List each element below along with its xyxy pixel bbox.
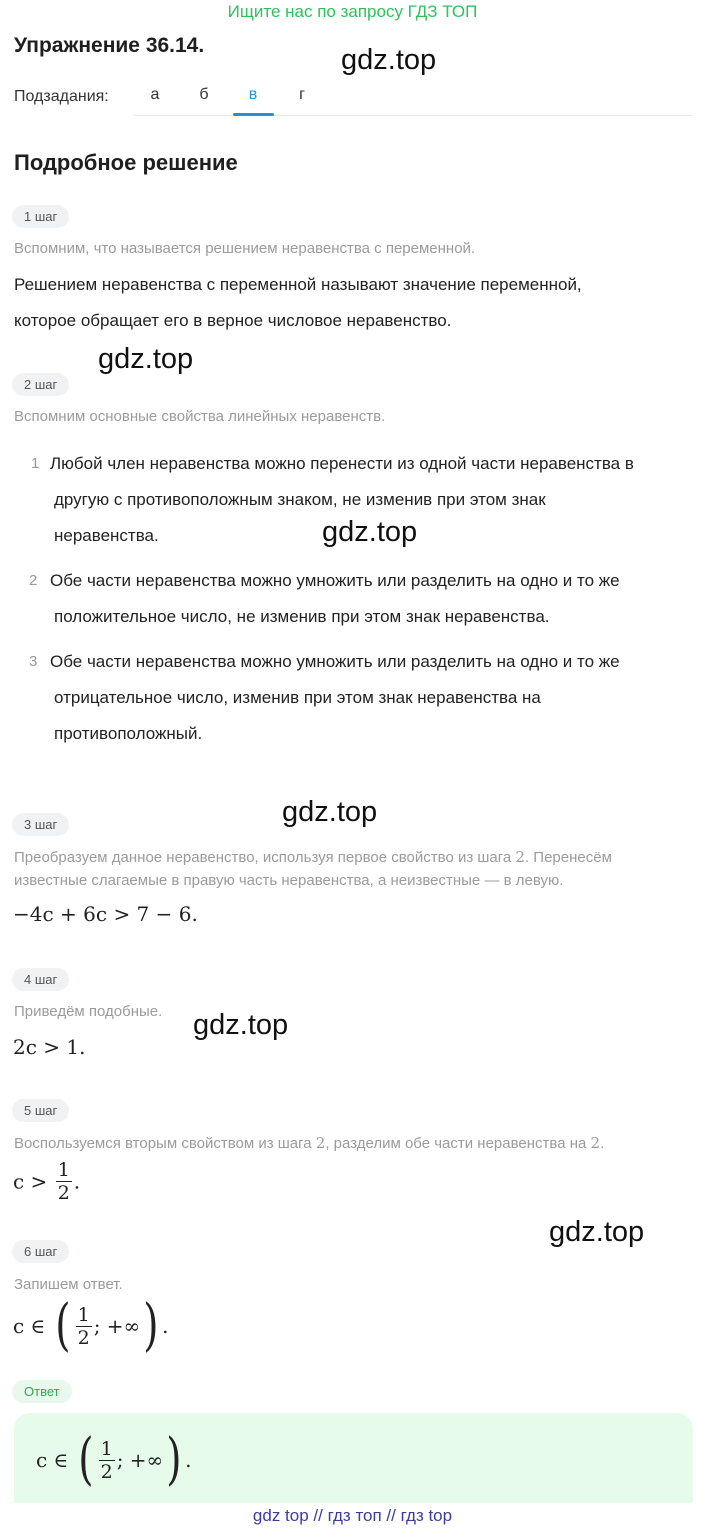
step-3-formula: −4c + 6c > 7 − 6. — [13, 902, 198, 926]
footer-links: gdz top // гдз топ // гдз top — [252, 1506, 453, 1525]
subtasks-label: Подзадания: — [14, 88, 109, 105]
watermark: gdz.top — [341, 44, 437, 76]
step-5-badge: 5 шаг — [12, 1099, 69, 1122]
tab-g[interactable]: г — [299, 86, 305, 103]
step-3-badge: 3 шаг — [12, 813, 69, 836]
step-1-text-line-1: Решением неравенства с переменной называют значение переменной, — [14, 275, 582, 294]
step-6-badge: 6 шаг — [12, 1240, 69, 1263]
tabs-divider — [134, 115, 692, 116]
step-2-hint: Вспомним основные свойства линейных неравенств. — [14, 408, 386, 425]
step-2-badge: 2 шаг — [12, 373, 69, 396]
list-item-number: 2 — [29, 572, 38, 589]
step-4-hint: Приведём подобные. — [14, 1003, 163, 1020]
tab-a[interactable]: а — [150, 86, 160, 103]
list-item-number: 3 — [29, 653, 38, 670]
step-4-formula: 2c > 1. — [13, 1035, 86, 1059]
tab-b[interactable]: б — [199, 86, 209, 103]
page-title: Упражнение 36.14. — [14, 34, 205, 57]
list-item-number: 1 — [31, 455, 40, 472]
step-5-hint: Воспользуемся вторым свойством из шага 2, разделим обе части неравенства на 2. — [14, 1134, 605, 1152]
list-line: противоположный. — [54, 724, 203, 743]
list-item-text — [50, 644, 700, 752]
watermark: gdz.top — [282, 796, 378, 828]
list-line: отрицательное число, изменив при этом знак неравенства на — [54, 688, 541, 707]
step-1-text-line-2: которое обращает его в верное числовое неравенство. — [14, 311, 452, 330]
step-6-formula: c ∈ ( $\frac{1}{2}$ ; +∞) . — [13, 1293, 169, 1358]
solution-heading: Подробное решение — [14, 150, 238, 175]
step-5-formula: c > $\frac{1}{2}$ . — [13, 1159, 81, 1204]
list-line: Любой член неравенства можно перенести из одной части неравенства в — [50, 454, 634, 473]
answer-badge: Ответ — [12, 1380, 72, 1403]
list-line: неравенства. — [54, 526, 159, 545]
search-banner: Ищите нас по запросу ГДЗ ТОП — [227, 2, 478, 21]
step-1-hint: Вспомним, что называется решением неравенства с переменной. — [14, 240, 476, 257]
tab-v-active[interactable]: в — [248, 86, 258, 103]
step-3-hint-line-1: Преобразуем данное неравенство, используя первое свойство из шага 2. Перенесём — [14, 848, 612, 866]
step-3-hint-line-2: известные слагаемые в правую часть неравенства, а неизвестные — в левую. — [14, 872, 564, 889]
step-6-hint: Запишем ответ. — [14, 1276, 123, 1293]
list-line: Обе части неравенства можно умножить или разделить на одно и то же — [50, 571, 620, 590]
watermark: gdz.top — [322, 516, 418, 548]
answer-formula: c ∈ ( $\frac{1}{2}$ ; +∞) . — [36, 1427, 192, 1492]
step-1-badge: 1 шаг — [12, 205, 69, 228]
list-item-text — [50, 563, 700, 635]
active-tab-indicator — [233, 113, 274, 116]
watermark: gdz.top — [193, 1009, 289, 1041]
list-line: другую с противоположным знаком, не изменив при этом знак — [54, 490, 546, 509]
watermark: gdz.top — [549, 1216, 645, 1248]
watermark: gdz.top — [98, 343, 194, 375]
list-line: положительное число, не изменив при этом знак неравенства. — [54, 607, 550, 626]
step-4-badge: 4 шаг — [12, 968, 69, 991]
list-line: Обе части неравенства можно умножить или разделить на одно и то же — [50, 652, 620, 671]
